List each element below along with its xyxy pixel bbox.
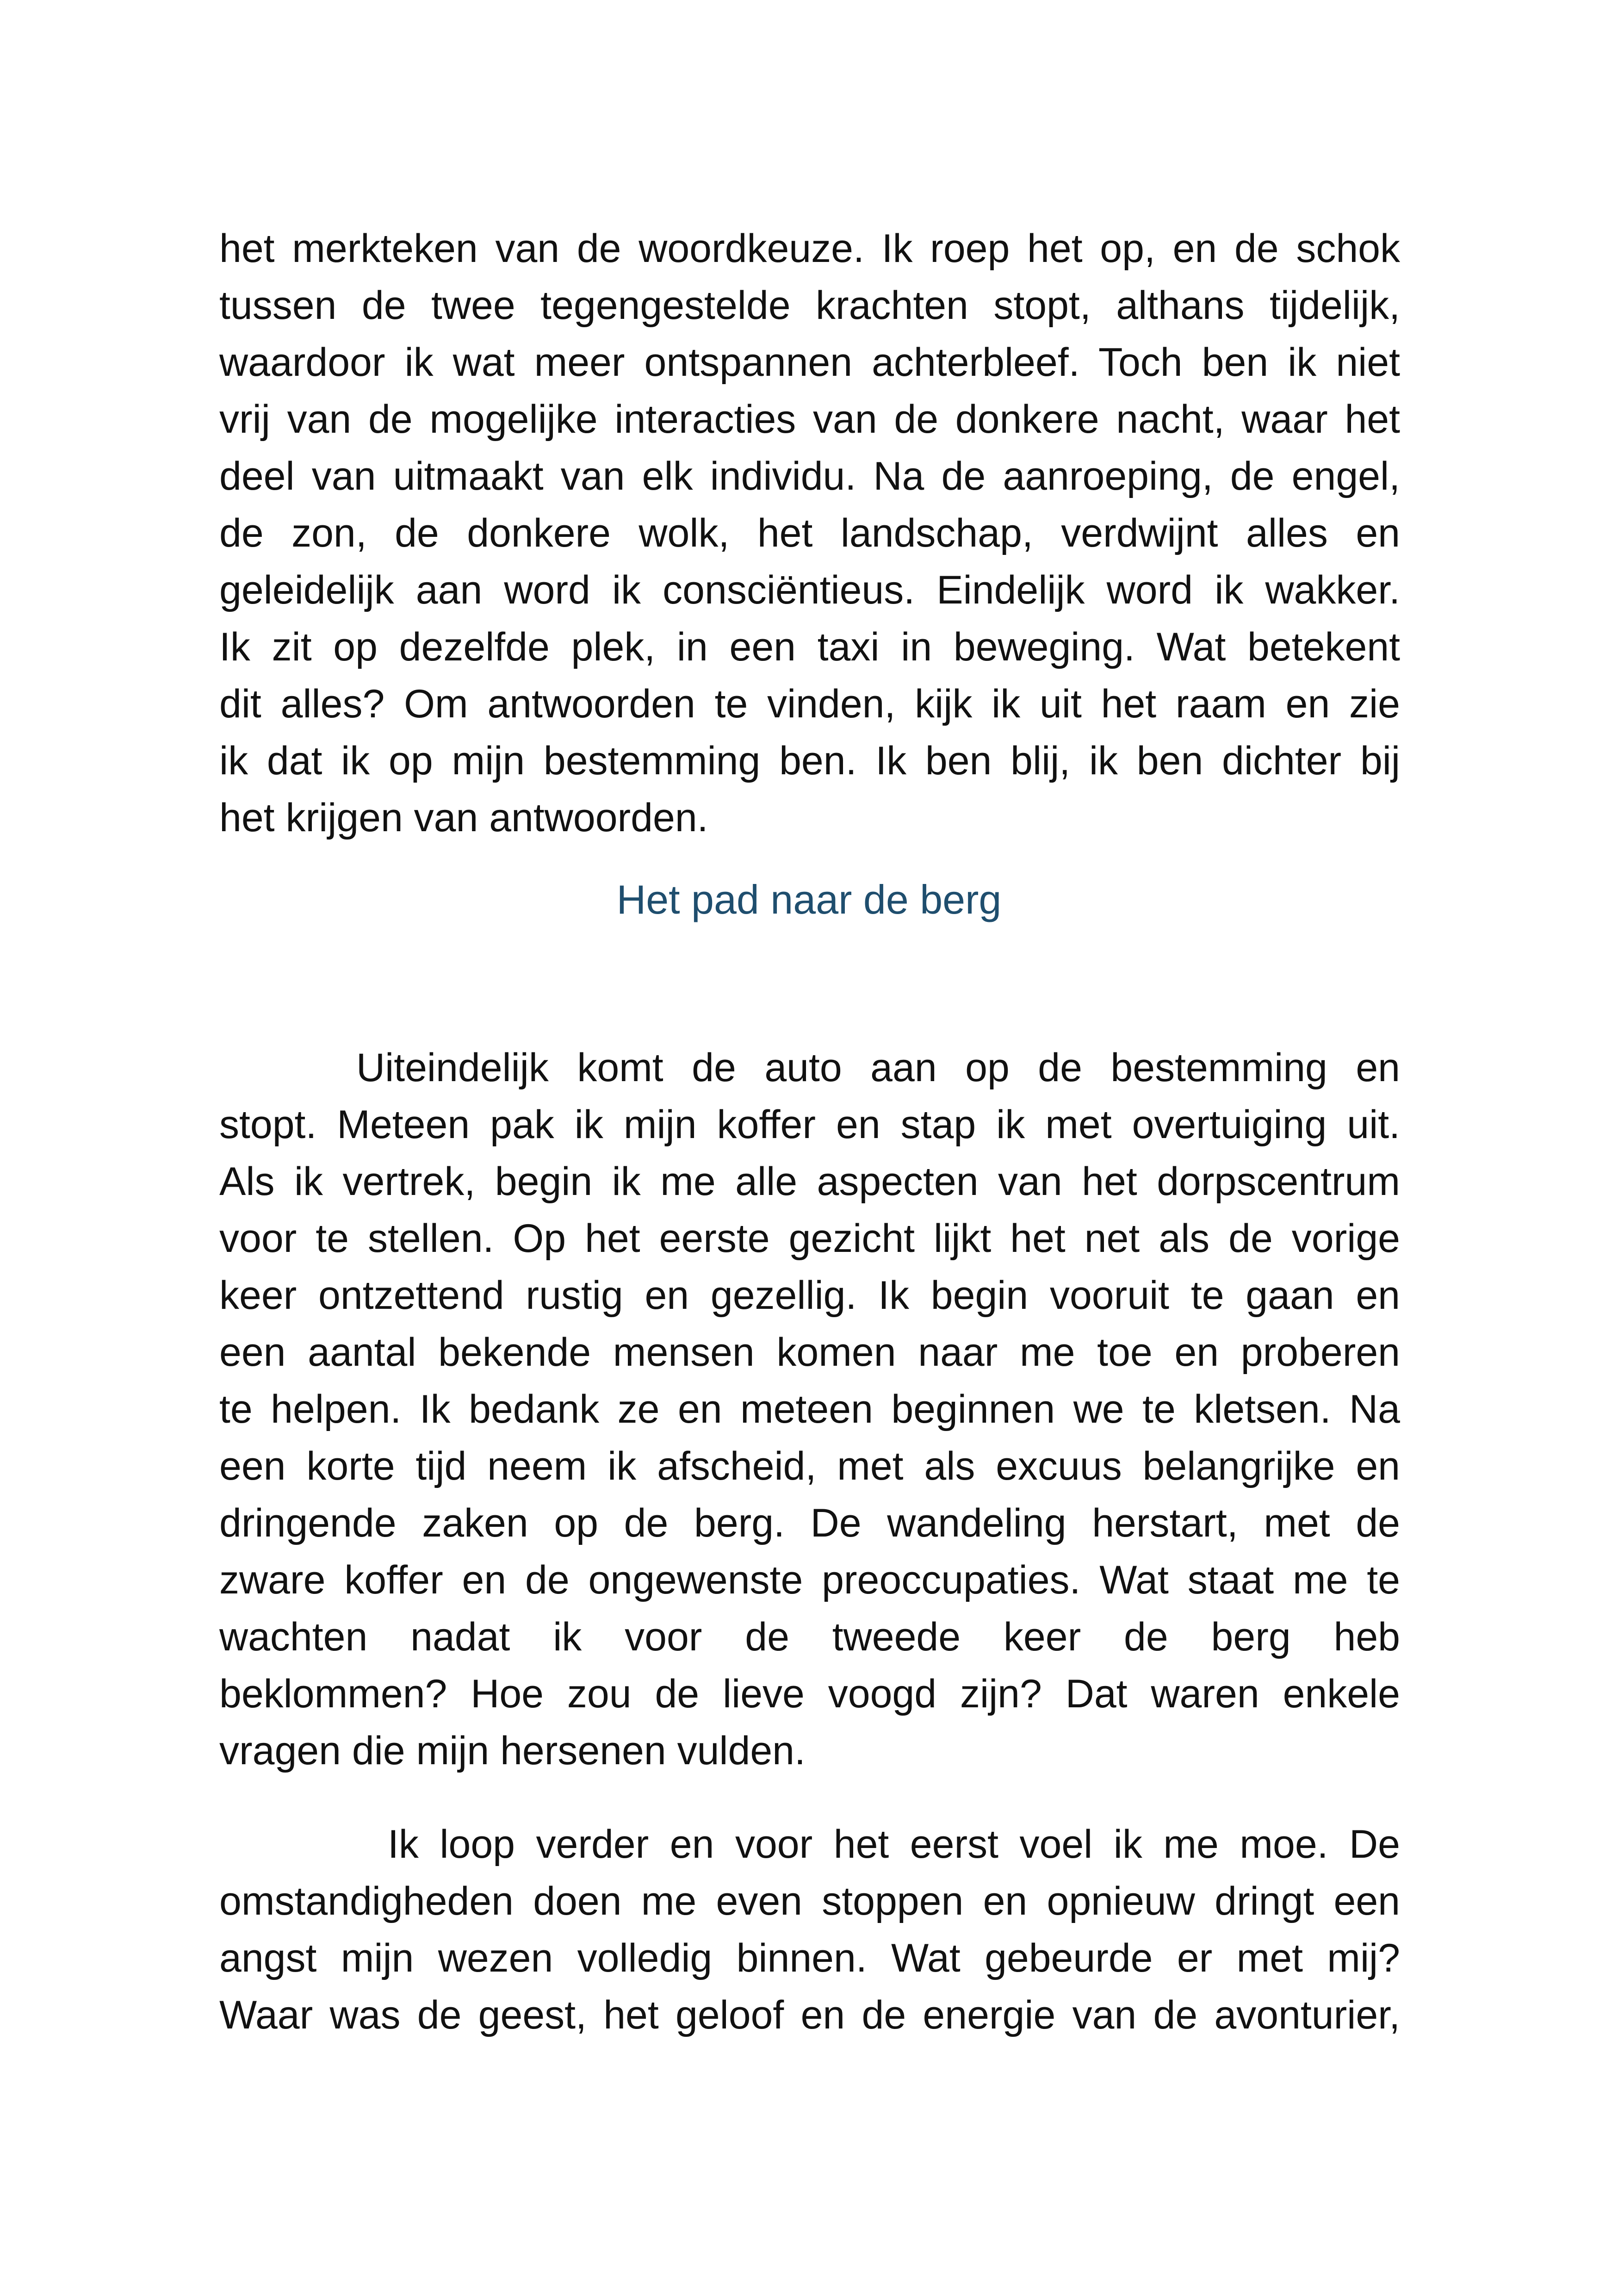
text-line: stopt. Meteen pak ik mijn koffer en stap ik met overtuiging uit. (219, 1102, 1400, 1147)
text-line: dringende zaken op de berg. De wandeling herstart, met de (219, 1501, 1400, 1545)
text-line: Uiteindelijk komt de auto aan op de bestemming en (356, 1045, 1400, 1090)
chapter-title: Het pad naar de berg (616, 877, 1002, 922)
text-line: zware koffer en de ongewenste preoccupaties. Wat staat me te (219, 1558, 1400, 1602)
text-line: waardoor ik wat meer ontspannen achterbleef. Toch ben ik niet (219, 340, 1400, 385)
text-line: Als ik vertrek, begin ik me alle aspecten van het dorpscentrum (219, 1159, 1400, 1204)
text-line: te helpen. Ik bedank ze en meteen beginnen we te kletsen. Na (219, 1387, 1400, 1431)
text-line: angst mijn wezen volledig binnen. Wat gebeurde er met mij? (219, 1936, 1400, 1980)
text-line: Ik loop verder en voor het eerst voel ik me moe. De (388, 1822, 1400, 1867)
text-line: een korte tijd neem ik afscheid, met als excuus belangrijke en (219, 1444, 1400, 1488)
text-line: beklommen? Hoe zou de lieve voogd zijn? Dat waren enkele (219, 1672, 1400, 1716)
text-line: tussen de twee tegengestelde krachten stopt, althans tijdelijk, (219, 283, 1400, 328)
text-line: de zon, de donkere wolk, het landschap, verdwijnt alles en (219, 511, 1400, 555)
text-line: keer ontzettend rustig en gezellig. Ik begin vooruit te gaan en (219, 1273, 1400, 1318)
text-line: Waar was de geest, het geloof en de energie van de avonturier, (219, 1993, 1400, 2037)
text-line: deel van uitmaakt van elk individu. Na de aanroeping, de engel, (219, 454, 1400, 498)
text-line: vrij van de mogelijke interacties van de donkere nacht, waar het (219, 397, 1400, 442)
text-line: een aantal bekende mensen komen naar me toe en proberen (219, 1330, 1400, 1375)
paragraph-3 (219, 1816, 1400, 2044)
text-line: het krijgen van antwoorden. (219, 796, 708, 840)
text-line: geleidelijk aan word ik consciëntieus. Eindelijk word ik wakker. (219, 568, 1400, 612)
text-line: dit alles? Om antwoorden te vinden, kijk ik uit het raam en zie (219, 682, 1400, 726)
text-line: vragen die mijn hersenen vulden. (219, 1729, 806, 1773)
text-line: ik dat ik op mijn bestemming ben. Ik ben blij, ik ben dichter bij (219, 739, 1400, 783)
paragraph-1 (219, 220, 1400, 846)
text-line: omstandigheden doen me even stoppen en opnieuw dringt een (219, 1879, 1400, 1923)
text-line: Ik zit op dezelfde plek, in een taxi in beweging. Wat betekent (219, 625, 1400, 669)
text-line: voor te stellen. Op het eerste gezicht lijkt het net als de vorige (219, 1216, 1400, 1261)
text-line: wachten nadat ik voor de tweede keer de berg heb (219, 1615, 1400, 1659)
paragraph-2 (219, 1039, 1400, 1780)
text-line: het merkteken van de woordkeuze. Ik roep het op, en de schok (219, 226, 1400, 271)
